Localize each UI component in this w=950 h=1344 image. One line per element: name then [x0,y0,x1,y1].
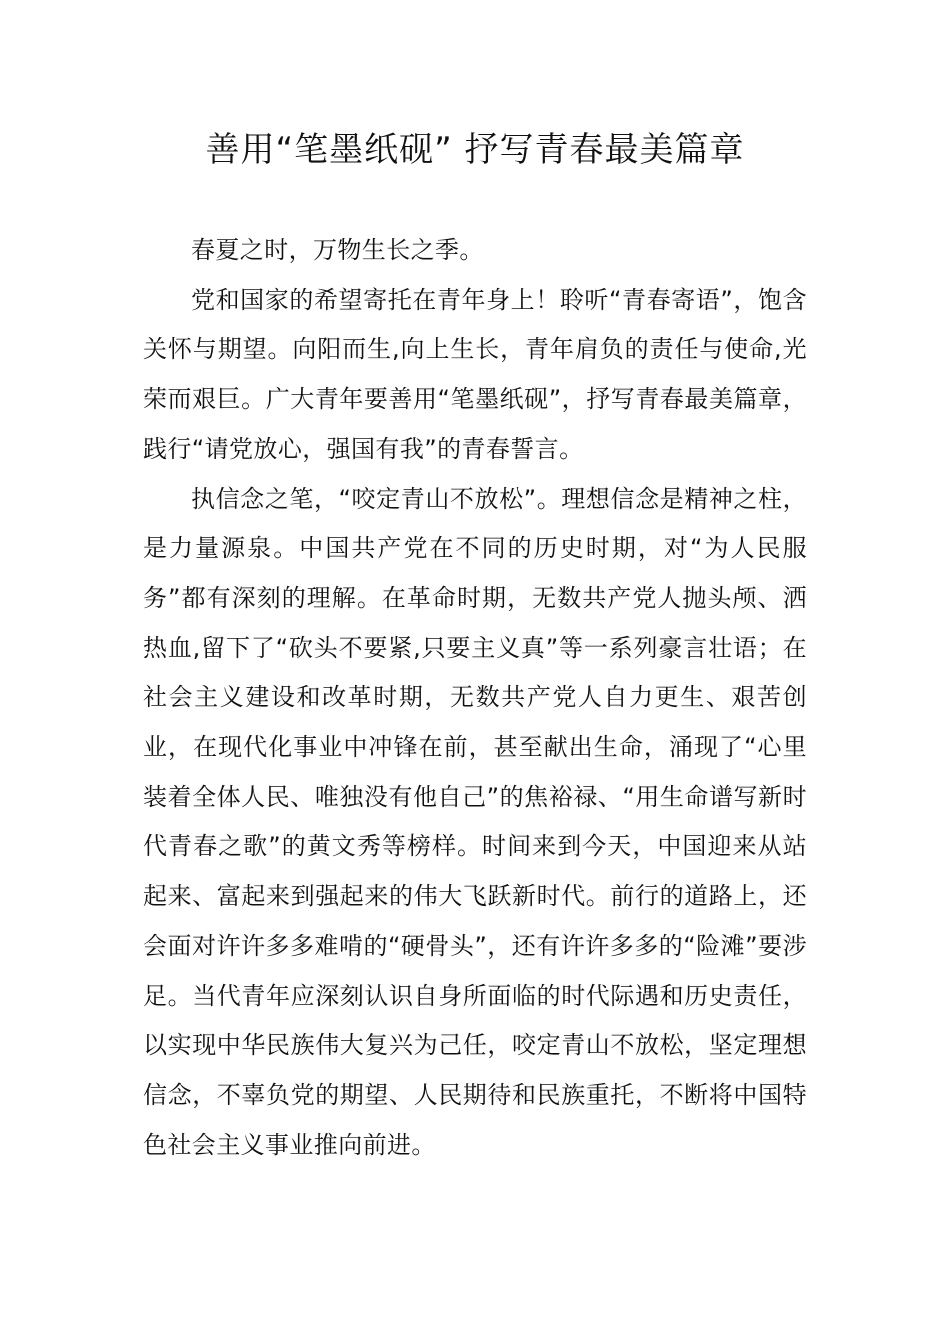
paragraph-2: 党和国家的希望寄托在青年身上！聆听“青春寄语”，饱含关怀与期望。向阳而生,向上生长，青年肩负的责任与使命,光荣而艰巨。广大青年要善用“笔墨纸砚”，抒写青春最美篇章，践行“请党放心，强国有我”的青春誓言。 [143,285,807,463]
document-title: 善用“笔墨纸砚” 抒写青春最美篇章 [205,130,745,170]
paragraph-1: 春夏之时，万物生长之季。 [191,236,484,264]
paragraph-3: 执信念之笔，“咬定青山不放松”。理想信念是精神之柱，是力量源泉。中国共产党在不同的历史时期，对“为人民服务”都有深刻的理解。在革命时期，无数共产党人抛头颅、洒热血,留下了“砍头不要紧,只要主义真”等一系列豪言壮语；在社会主义建设和改革时期，无数共产党人自力更生、艰苦创业，在现代化事业中冲锋在前，甚至献出生命，涌现了“心里装着全体人民、唯独没有他自己”的焦裕禄、“用生命谱写新时代青春之歌”的黄文秀等榜样。时间来到今天，中国迎来从站起来、富起来到强起来的伟大飞跃新时代。前行的道路上，还会面对许许多多难啃的“硬骨头”，还有许许多多的“险滩”要涉足。当代青年应深刻认识自身所面临的时代际遇和历史责任，以实现中华民族伟大复兴为己任，咬定青山不放松，坚定理想信念，不辜负党的期望、人民期待和民族重托，不断将中国特色社会主义事业推向前进。 [143,484,807,1159]
document-body [143,226,807,1170]
